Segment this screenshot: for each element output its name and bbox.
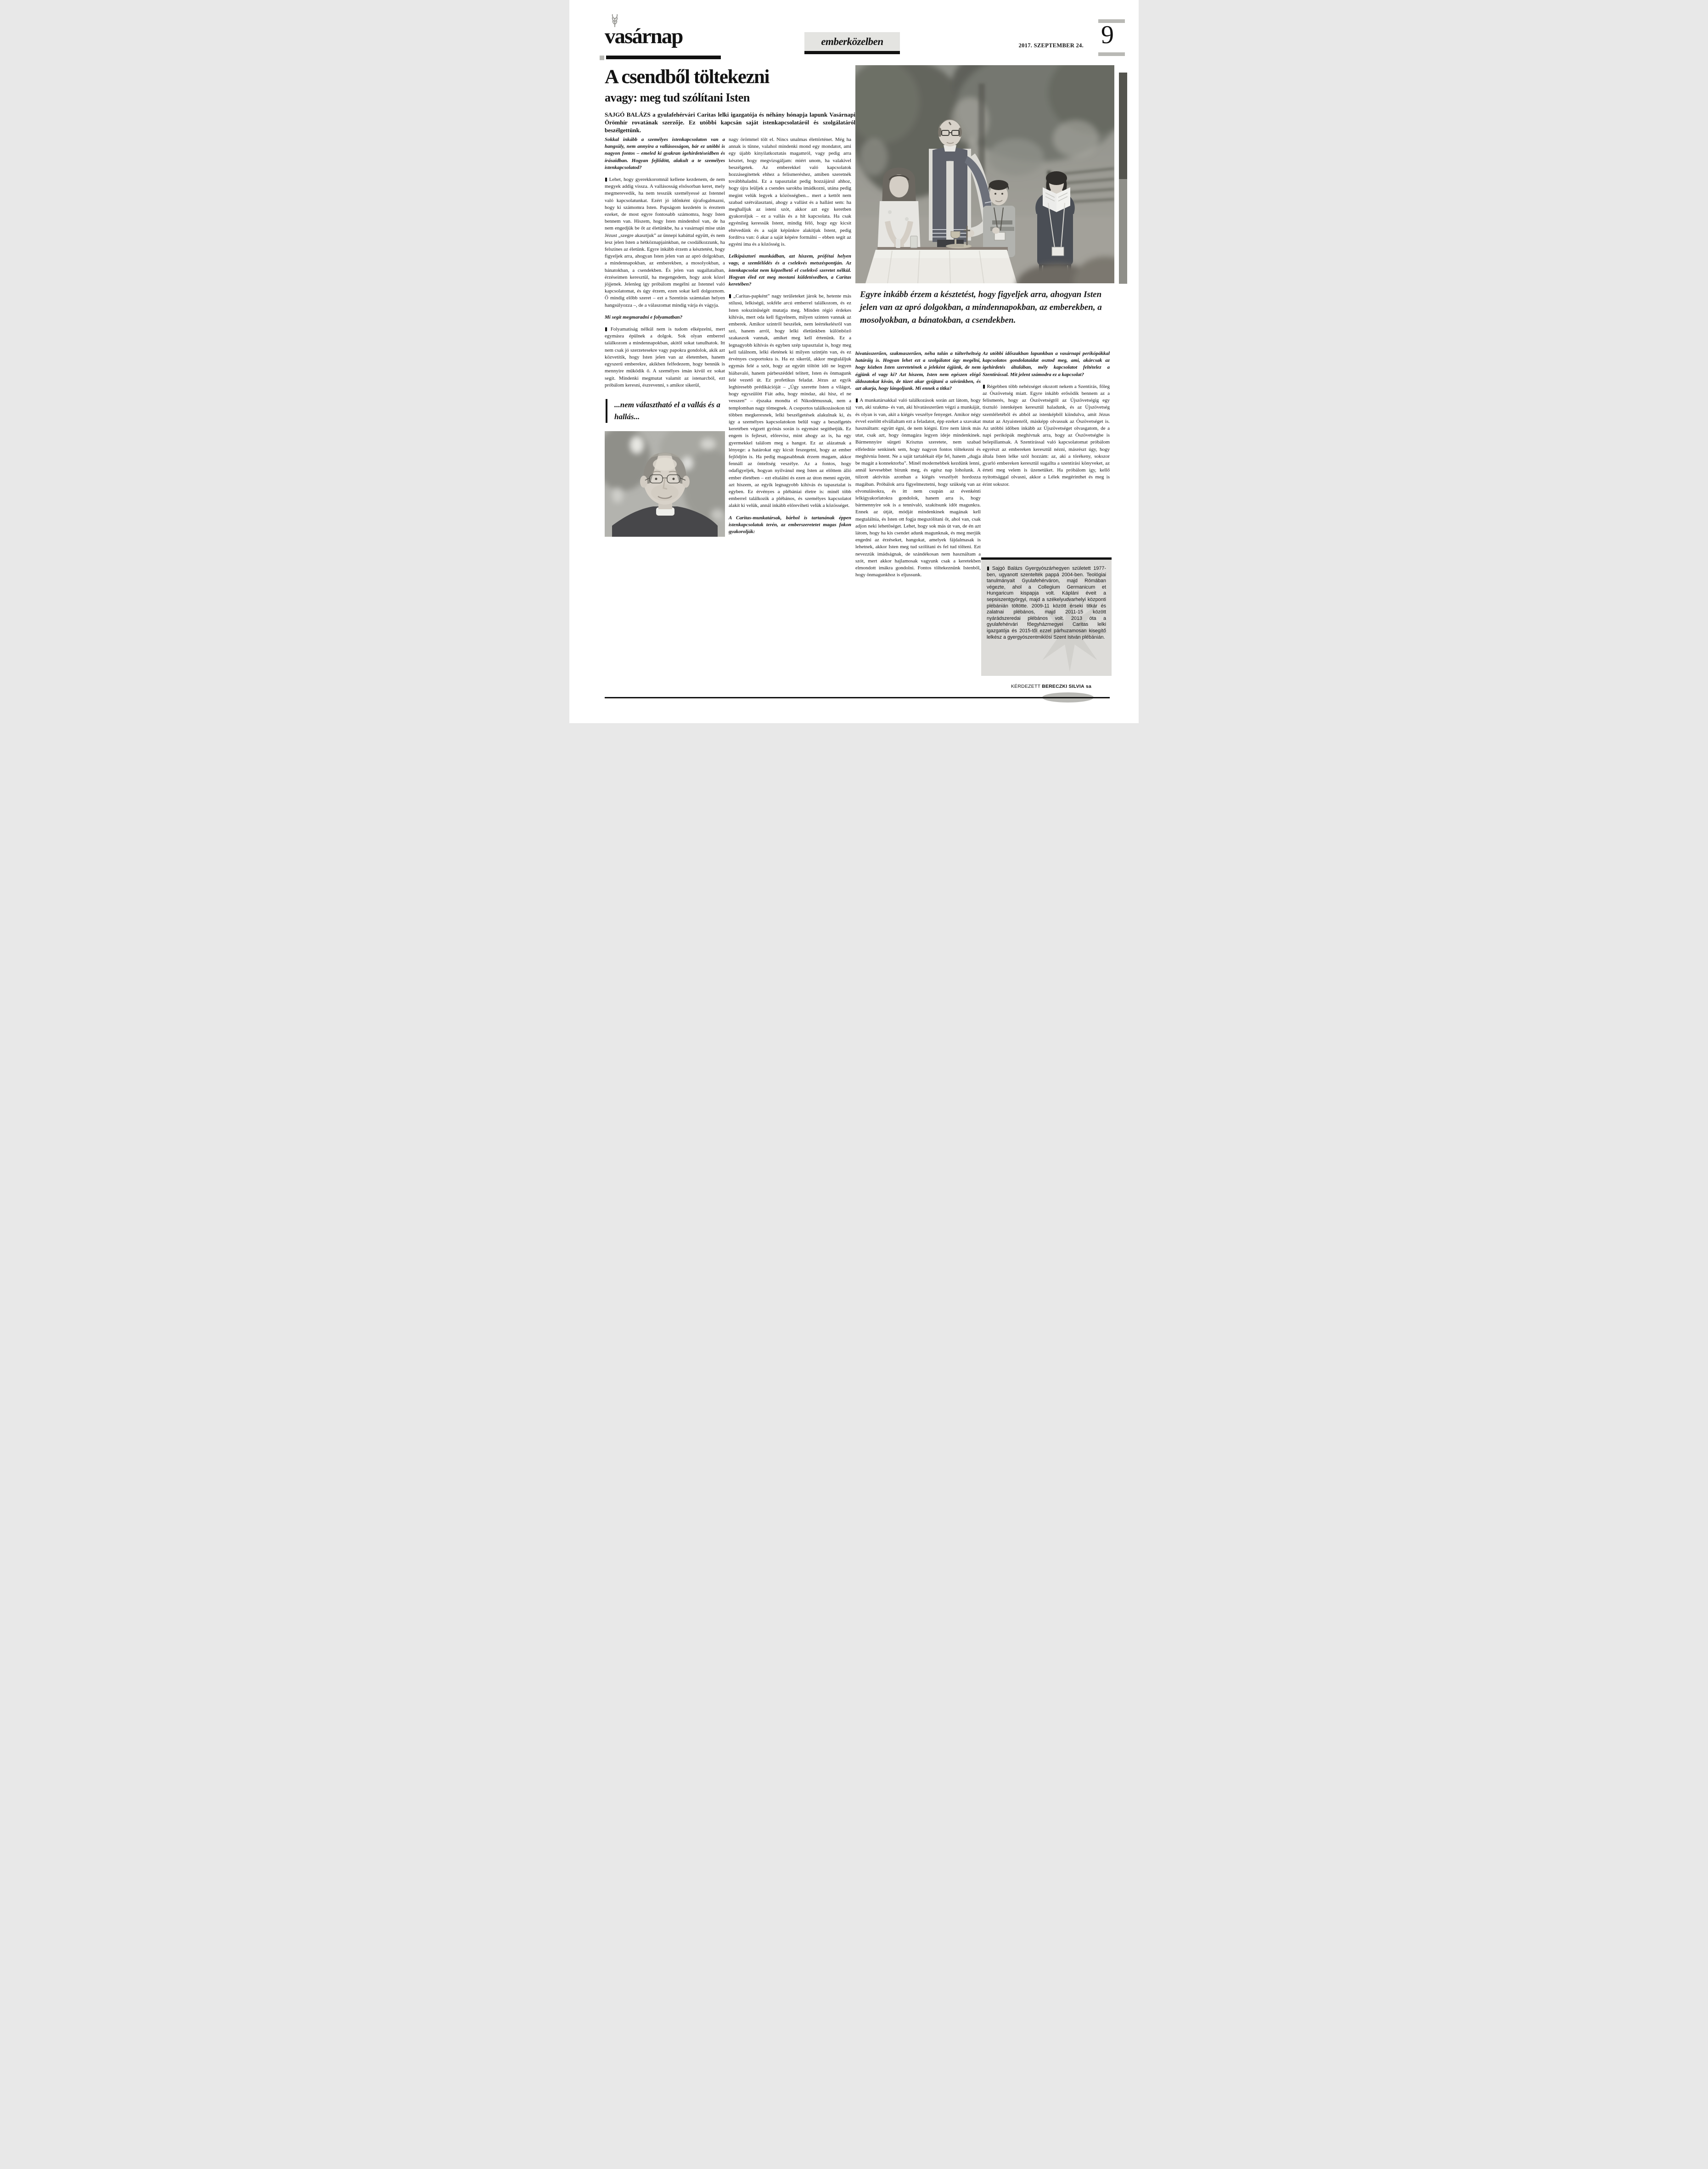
interview-answer: ▮ A munkatársakkal való találkozások során azt látom, hogy van, aki szakma- és van, aki hivatásszerűen végzi a munkáját, és olyan is van, akit a kiégés veszélye fenyeget. Amikor négy évvel ezelőtt elvállaltam ezt a feladatot, épp ezeket a szavakat használtam: együtt égni, de nem kiégni. Erre nem látok más utat, csak azt, hogy önmagára legyen ideje mindenkinek. Bármennyire sürgeti Krisztus szeretete, nem szabad elfelednie senkinek sem, hogy nagyon fontos töltekezni és meghívnia Istent. Ne a saját tartalékait élje fel, hanem „dugja be magát a konnektorba”. Minél modernebbek kezdünk lenni, annál kevesebbet bírunk meg, és egész nap loholunk. A túlzott aktivitás azonban a kiégés veszélyét hordozza magában. Próbálok arra figyelmeztetni, hogy szükség van az elvonulásokra, és itt nem csupán az évenkénti lelkigyakorlatokra gondolok, hanem arra is, hogy bármennyire sok is a tennivaló, szakítsunk időt magunkra. Ennek az útját, módját mindenkinek magának kell megtalálnia, és Isten ott fogja megszólítani őt, ahol van, csak adjon neki lehetőséget. Lehet, hogy sok más út van, de én azt látom, hogy ha kis csendet adunk magunknak, és meg merjük engedni az érzéseket, hangokat, amelyek fájdalmasak is lehetnek, akkor Isten meg tud szólítani és fel tud tölteni. Ezt nevezzük imádságnak, de szándékosan nem használtam a szót, mert akkor hajlamosak vagyunk csak a keretekben elmondott imákra gondolni. Fontos töltekeznünk Istenből, hogy önmagunkhoz is eljussunk. [855,398,981,578]
column-3 [855,350,981,690]
page-number-bar-bottom [1098,52,1125,56]
newspaper-page [569,0,1139,723]
portrait-photo [605,431,725,537]
interview-answer: ▮ „Caritas-papként” nagy területeket járok be, hetente más stílusú, lelkiségű, sokféle arcú emberrel találkozom, és ez Isten sokszínűségét mutatja meg. Minden régió érdekes kihívás, mert oda kell figyelnem, milyen szinten vannak az emberek. Amikor szintről beszélek, nem leértékelésről van szó, hanem arról, hogy lelki életünkben különböző szakaszok vannak, amiket meg kell értenünk. Ez a legnagyobb kihívás és egyben szép tapasztalat is, hogy meg kell találnom, lelki életének ki milyen szintjén van, és ez érvényes csoportokra is. Ha ez sikerül, akkor megtaláljuk egymás felé a szót, hogy az együtt töltött idő ne legyen hiábavaló, hanem párbeszéddel telített, Isten és önmagunk felé vezető út. Ez profetikus feladat. Jézus az egyik leghíresebb prédikációját – „Úgy szerette Isten a világot, hogy egyszülött Fiát adta, hogy mindaz, aki hisz, el ne vesszen” – éjszaka mondta el Nikodémusnak, nem a templomban nagy tömegnek. A csoportos találkozásokon túl többen megkeresnek, lelki beszélgetések alakulnak ki, és így a személyes kapcsolatokon belül vagy a beszélgetés keretében végzett gyónás során is egymást segíthetjük. Ez engem is fejleszt, előrevisz, mint ahogy az is, ha egy gyermekkel találom meg a hangot. Ez az alázatnak a lényege: a határokat egy kicsit feszegetni, hogy az ember fejlődjön is. Ha pedig magasabbnak érzem magam, akkor fennáll az önteltség veszélye. Az a fontos, hogy odafigyeljek, hogyan nyilvánul meg Isten az előttem álló ember életében – ezt eltalálni és ezen az úton menni együtt, azt hiszem, az egyik legnagyobb kihívás és tapasztalat is egyben. Ez érvényes a plébániai életre is: minél több emberrel találkozik a plébános, és személyes kapcsolatot alakít ki velük, annál inkább előreviheti velük a közösséget. [729,293,851,509]
scan-edge-shadow-light [1119,179,1127,284]
pull-quote-main: Egyre inkább érzem a késztetést, hogy figyeljek arra, ahogyan Isten jelen van az apró dolgokban, a mindennapokban, az emberekben, a mosolyokban, a bánatokban, a csendekben. [860,290,1102,325]
credit-label: KÉRDEZETT [1011,684,1040,689]
interview-answer: ▮ Folyamatiság nélkül nem is tudom elképzelni, mert egymásra épülnek a dolgok. Sok olyan emberrel találkozom a mindennapokban, akitől sokat tanulhatok. Itt nem csak jó szerzetesekre vagy papokra gondolok, akik azt közvetítik, hogy Isten jelen van az életemben, hanem egyszerű emberekre, akikben felfedezem, hogy bennük is mennyire működik ő. A személyes imán kívül ez sokat segít. Mindenki megmutat valamit az istenarcból, ezt próbálom keresni, észrevenni, s amikor sikerül, [605,326,725,388]
column-1 [605,136,725,537]
article-lead: SAJGÓ BALÁZS a gyulafehérvári Caritas lelki igazgatója és néhány hónapja lapunk Vasárnapi Örömhír rovatának szerzője. Ez utóbbi kapcsán saját istenkapcsolatáról és szolgálatáról beszélgettünk. [605,111,855,134]
interview-question: Mi segít megmaradni e folyamatban? [605,314,683,320]
page-number: 9 [1101,21,1114,49]
interviewer-credit [954,684,1091,689]
article-subtitle: avagy: meg tud szólítani Isten [605,91,750,104]
interview-answer: ▮ Lehet, hogy gyerekkoromnál kellene kezdenem, de nem megyek addig vissza. A vallásosság elsősorban keret, mely megmerevedik, ha nem tesszük személyessé az Istennel való kapcsolatunkat. Ezért jó időnként újrafogalmazni, hogy ki számomra Isten. Papságom kezdetén is éreztem ezeket, de most egyre fontosabb számomra, hogy Isten bennem van. Hiszem, hogy Isten mindenhol van, de ha nem engedjük be őt az életünkbe, ha a vasárnapi mise után Jézust „szegre akasztjuk” az ünnepi kabáttal együtt, és nem lesz jelen Isten a hétköznapjainkban, ne csodálkozzunk, ha felszínes az életünk. Egyre inkább érzem a késztetést, hogy figyeljek arra, ahogyan Isten jelen van az apró dolgokban, a mindennapokban, az emberekben, a mosolyokban, a bánatokban, a csendekben. És jelen van sugallataiban, érzéseimen keresztül, ha megengedem, hogy azok közel jöjjenek. Jelenleg így próbálom megélni az Istennel való kapcsolatomat, és úgy érzem, ezen sokat kell dolgoznom. Ő mindig előbb szeret – ezt a Szentírás számtalan helyen hangsúlyozza –, de a válaszomat mindig várja és vágyja. [605,177,725,308]
scan-edge-shadow-dark [1119,73,1127,179]
masthead: vasárnap [605,24,683,48]
interview-answer: nagy örömmel tölt el. Nincs unalmas élettörténet. Még ha annak is tűnne, valahol mindenki mond egy mondatot, ami egy újabb kinyilatkoztatás magamról, vagy pedig arra késztet, hogy megvizsgáljam: miért unom, ha valakivel beszélgetek. Az emberekkel való kapcsolatok hozzásegítettek ehhez a felismeréshez, amiben szeretnék továbbhaladni. Ez a tapasztalat pedig hozzájárul ahhoz, hogy újra leüljek a csendes sarokba imádkozni, utána pedig megint velük legyek a közösségben... mert a kettőt nem szabad szétválasztani, ahogy a vallást és a hallást sem: ha meghalljuk az isteni szót, akkor azt egy keretben gyakoroljuk – ez a vallás és a hit kapcsolata. Ha csak egyénileg keressük Istent, mindig félő, hogy egy kicsit eltévedünk és a saját képünkre alakítjuk Istent, pedig fordítva van: ő akar a saját képére formálni – ebben segít az egyéni ima és a közösség is. [729,137,851,247]
column-4 [983,350,1110,555]
interview-question: Sokkal inkább a személyes istenkapcsolaton van a hangsúly, nem annyira a vallásosságon, bár ez utóbbi is nagyon fontos – emeled ki gyakran igehirdetéseidben és írásaidban. Hogyan fejlődött, alakult a te személyes istenkapcsolatod? [605,137,725,170]
masthead-gray-square [600,56,604,60]
bottom-rule [605,697,1110,698]
article-photo [855,65,1114,283]
credit-name: BERECZKI SILVIA [1042,684,1084,689]
section-title: emberközelben [804,32,900,51]
bio-box [981,557,1112,676]
interview-question: Az utóbbi időszakban lapunkban a vasárnapi perikópákkal kapcsolatos gondolataidat osztod meg, ami, akárcsak az igehirdetés általában, mély kapcsolatot feltételez a Szentírással. Mit jelent számodra ez a kapcsolat? [983,351,1110,377]
interview-question: Lelkipásztori munkádban, azt hiszem, prófétai helyen vagy, a szemlélődés és a cselekvés metszéspontján. Az istenkapcsolat nem képzelhető el cselekvő szeretet nélkül. Hogyan éled ezt meg mostani küldetésedben, a Caritas keretében? [729,253,851,287]
interview-answer: ▮ Régebben több nehézséget okozott nekem a Szentírás, főleg az Ószövetség miatt. Egyre inkább erősödik bennem az a felismerés, hogy az Ószövetségtől az Újszövetségig egy tisztuló istenképen keresztül haladunk, és az Újszövetség szemléletéből és abból az istenképből kiindulva, amit Jézus mutat az Atyaistenről, másképp olvassuk az Ószövetséget is. Az utóbbi időben inkább az Újszövetséget olvasgatom, de a napi perikópák meghívnak arra, hogy az Ószövetségbe is belepillantsak. A Szentírással való kapcsolatomat próbálom egyrészt az embereken keresztül nézni, másrészt úgy, hogy általa Isten lelke szól hozzám: az, aki a törékeny, sokszor gyarló embereken keresztül sugallta a szentírási könyveket, az érteti meg velem is üzenetüket. Ha próbálom így, kellő nyitottsággal olvasni, akkor a Lélek megérinthet és meg is érint sokszor. [983,383,1110,487]
article-title: A csendből töltekezni [605,66,769,88]
credit-suffix: sa [1085,684,1091,689]
pull-quote-small: ...nem választható el a vallás és a hallás... [606,399,725,423]
interview-question: A Caritas-munkatársak, bárhol is tartanának éppen istenkapcsolatuk terén, az emberszeretetet magas fokon gyakorolják: [729,515,851,534]
issue-date: 2017. SZEPTEMBER 24. [1018,42,1084,49]
masthead-underline [606,56,721,59]
section-underline [804,51,900,54]
interview-question: hivatásszerűen, szakmaszerűen, néha talán a túlterheltség határáig is. Hogyan lehet ezt a szolgálatot úgy megélni, hogy közben Isten szeretetének a jeleként égjünk, de nem égjünk el vagy ki? Azt hiszem, Isten nem egészen elégő áldozatokat kíván, de tüzet akar gyújtani a szívünkben, és azt akarja, hogy lángoljunk. Mi ennek a titka? [855,351,981,392]
bio-text: ▮ Sajgó Balázs Gyergyószárhegyen született 1977-ben, ugyanott szentelték pappá 2004-ben. Teológiai tanulmányait Gyulafehérváron, majd Rómában végezte, ahol a Collegium Germanicum et Hungaricum kispapja volt. Kápláni éveit a sepsiszentgyörgyi, majd a székelyudvarhelyi központi plébánián töltötte. 2009-11 között érseki titkár és zalatnai plébános, majd 2011-15 között nyárádszeredai plébános volt. 2013 óta a gyulafehérvári főegyházmegyei Caritas lelki igazgatója és 2015-től ezzel párhuzamosan kisegítő lelkész a gyergyószentmiklósi Szent István plébánián. [987,566,1106,640]
column-2 [729,136,851,535]
